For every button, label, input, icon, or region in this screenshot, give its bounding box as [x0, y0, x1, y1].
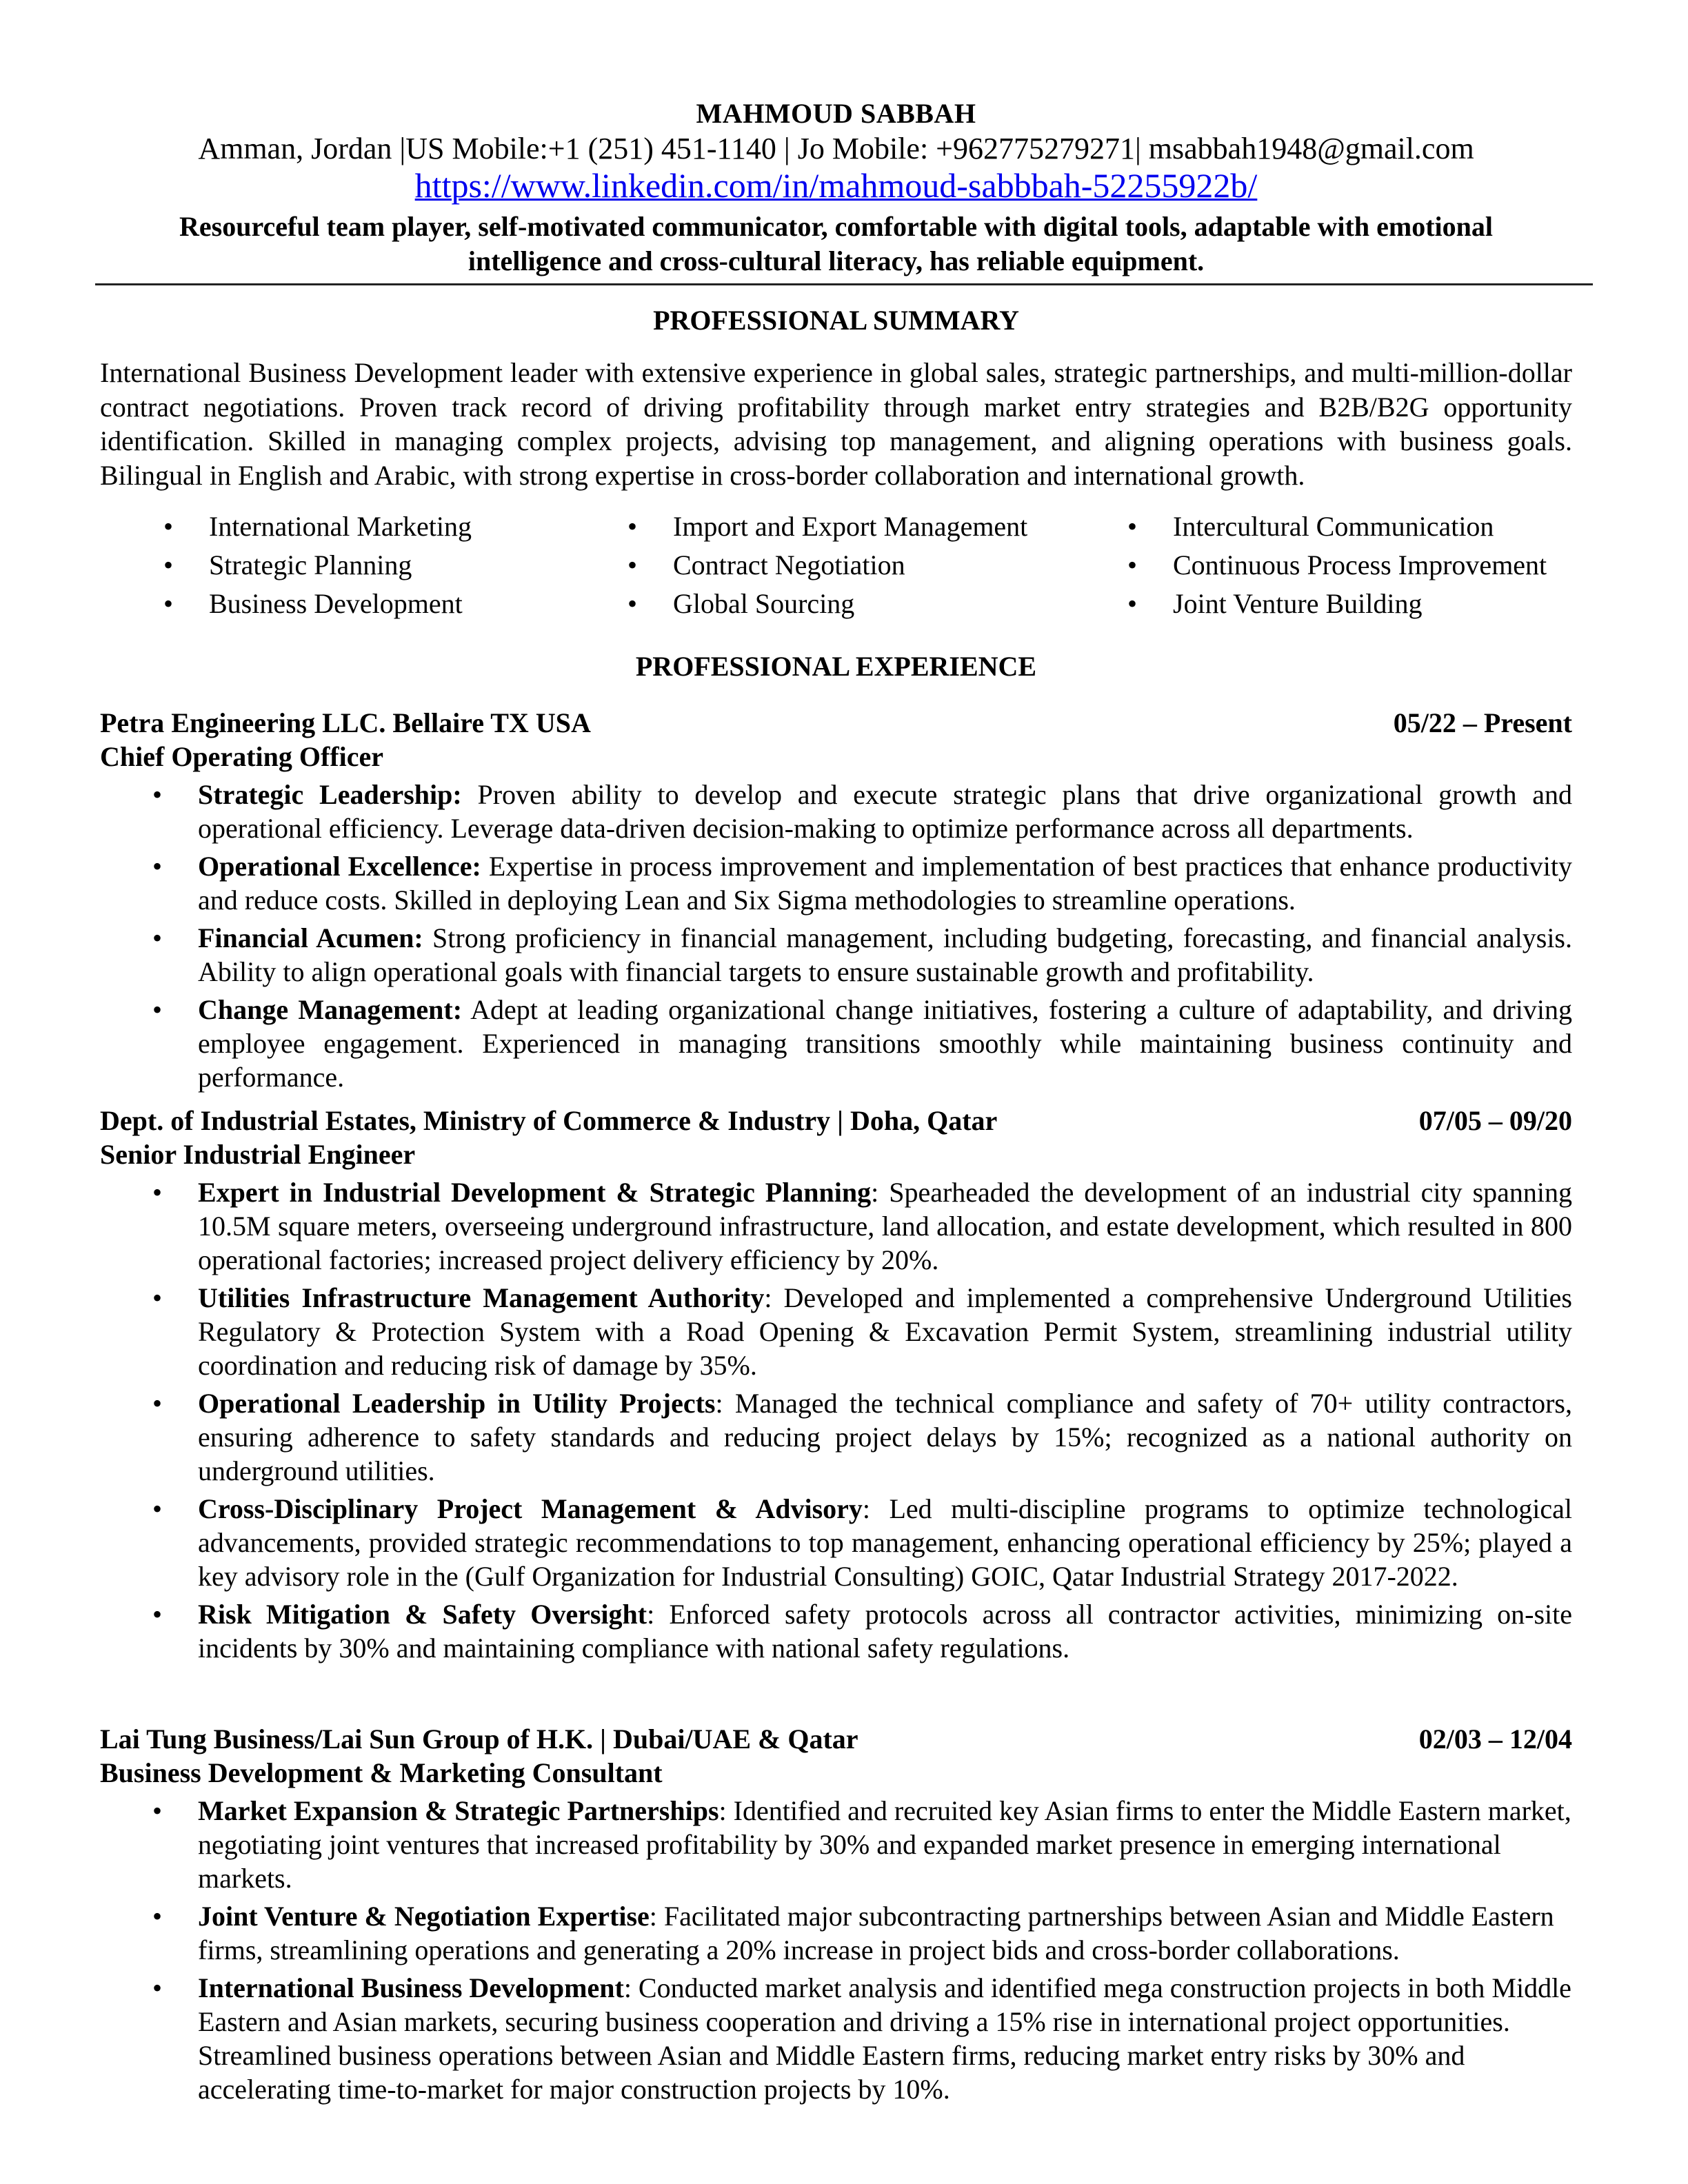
skills-column-3: [1127, 507, 1547, 623]
skill-item: • Strategic Planning: [163, 546, 472, 585]
contact-line: Amman, Jordan |US Mobile:+1 (251) 451-1140 | Jo Mobile: +962775279271| msabbah1948@gmail.com: [198, 132, 1474, 165]
job-bullet: • Change Management: Adept at leading organizational change initiatives, fostering a culture of adaptability, and driving employee engagement. Experienced in managing transitions smoothly while maintaining business continuity and performance.: [152, 994, 1572, 1093]
bullet-icon: •: [152, 1177, 163, 1208]
bullet-icon: •: [627, 588, 638, 619]
header-divider: [95, 283, 1593, 285]
bullet-icon: •: [152, 1388, 163, 1419]
tagline-line-2: intelligence and cross-cultural literacy, has reliable equipment.: [468, 245, 1205, 276]
bullet-icon: •: [163, 588, 174, 619]
bullet-icon: •: [152, 1493, 163, 1524]
bullet-icon: •: [1127, 588, 1138, 619]
job-role: Chief Operating Officer: [100, 741, 383, 772]
tagline-line-1: Resourceful team player, self-motivated communicator, comfortable with digital tools, adaptable with emotional: [179, 211, 1493, 242]
job-company: Dept. of Industrial Estates, Ministry of Commerce & Industry | Doha, Qatar: [100, 1105, 998, 1136]
job-bullet: • International Business Development: Conducted market analysis and identified mega construction projects in both Middle Eastern and Asian markets, securing business cooperation and driving a 15% rise in international project opportunities. Streamlined business operations between Asian and Middle Eastern firms, reducing market entry risks by 30% and accelerating time-to-market for major construction projects by 10%.: [152, 1972, 1571, 2105]
skill-item: • Global Sourcing: [627, 585, 1027, 623]
job-entry-petra: [100, 706, 1572, 1094]
linkedin-row: [100, 165, 1572, 205]
bullet-icon: •: [627, 511, 638, 542]
tagline: [100, 210, 1572, 279]
job-header: [100, 1104, 1572, 1138]
skill-item: • Import and Export Management: [627, 507, 1027, 546]
bullet-icon: •: [152, 1972, 163, 2003]
job-role: Business Development & Marketing Consultant: [100, 1757, 663, 1788]
bullet-icon: •: [152, 1599, 163, 1630]
bullet-icon: •: [152, 1795, 163, 1826]
skill-item: • Joint Venture Building: [1127, 585, 1547, 623]
summary-paragraph: International Business Development leader with extensive experience in global sales, strategic partnerships, and multi-million-dollar contract negotiations. Proven track record of driving profitability through market entry strategies and B2B/B2G opportunity identification. Skilled in managing complex projects, advising top management, and aligning operations with business goals. Bilingual in English and Arabic, with strong expertise in cross-border collaboration and international growth.: [100, 357, 1572, 491]
job-bullet: • Operational Leadership in Utility Projects: Managed the technical compliance and safety of 70+ utility contractors, ensuring adherence to safety standards and reducing project delays by 15%; recognized as a national authority on underground utilities.: [152, 1388, 1572, 1486]
bullet-icon: •: [152, 994, 163, 1025]
job-role: Senior Industrial Engineer: [100, 1139, 416, 1170]
job-company: Petra Engineering LLC. Bellaire TX USA: [100, 707, 591, 738]
summary-heading: PROFESSIONAL SUMMARY: [653, 305, 1019, 336]
job-bullets: [100, 1175, 1572, 1665]
job-bullet: • Utilities Infrastructure Management Authority: Developed and implemented a comprehensive Underground Utilities Regulatory & Protection System with a Road Opening & Excavation Permit System, streamlining industrial utility coordination and reducing risk of damage by 35%.: [152, 1282, 1572, 1381]
skills-column-2: [627, 507, 1027, 623]
job-bullet: • Operational Excellence: Expertise in process improvement and implementation of best practices that enhance productivity and reduce costs. Skilled in deploying Lean and Six Sigma methodologies to streamline operations.: [152, 851, 1573, 916]
bullet-icon: •: [627, 549, 638, 580]
job-bullet: • Joint Venture & Negotiation Expertise: Facilitated major subcontracting partnerships between Asian and Middle Eastern firms, streamlining operations and generating a 20% increase in project bids and cross-border collaborations.: [152, 1901, 1554, 1965]
job-dates: 07/05 – 09/20: [1418, 1105, 1572, 1136]
skill-item: • International Marketing: [163, 507, 472, 546]
bullet-icon: •: [163, 511, 174, 542]
job-bullet: • Cross-Disciplinary Project Management & Advisory: Led multi-discipline programs to optimize technological advancements, provided strategic recommendations to top management, enhancing operational efficiency by 25%; played a key advisory role in the (Gulf Organization for Industrial Consulting) GOIC, Qatar Industrial Strategy 2017-2022.: [152, 1493, 1572, 1592]
job-dates: 05/22 – Present: [1393, 707, 1572, 738]
job-bullets: [100, 1794, 1572, 2106]
bullet-icon: •: [1127, 549, 1138, 580]
bullet-icon: •: [163, 549, 174, 580]
experience-heading: PROFESSIONAL EXPERIENCE: [635, 651, 1037, 682]
job-bullet: • Expert in Industrial Development & Strategic Planning: Spearheaded the development of an industrial city spanning 10.5M square meters, overseeing underground infrastructure, land allocation, and estate development, which resulted in 800 operational factories; increased project delivery efficiency by 20%.: [152, 1177, 1573, 1275]
job-bullet: • Risk Mitigation & Safety Oversight: Enforced safety protocols across all contractor activities, minimizing on-site incidents by 30% and maintaining compliance with national safety regulations.: [152, 1599, 1572, 1664]
job-bullet: • Strategic Leadership: Proven ability to develop and execute strategic plans that drive organizational growth and operational efficiency. Leverage data-driven decision-making to optimize performance across all departments.: [152, 779, 1573, 844]
bullet-icon: •: [1127, 511, 1138, 542]
skill-item: • Intercultural Communication: [1127, 507, 1547, 546]
linkedin-link[interactable]: https://www.linkedin.com/in/mahmoud-sabbbah-52255922b/: [414, 166, 1258, 205]
job-entry-lai-tung: [100, 1722, 1572, 2106]
bullet-icon: •: [152, 1282, 163, 1313]
job-dates: 02/03 – 12/04: [1418, 1723, 1572, 1755]
job-header: [100, 1722, 1572, 1756]
job-entry-industrial-estates: [100, 1104, 1572, 1665]
bullet-icon: •: [152, 922, 163, 953]
job-bullets: [100, 778, 1572, 1094]
skills-column-1: [163, 507, 472, 623]
candidate-name: MAHMOUD SABBAH: [696, 98, 976, 129]
skill-item: • Continuous Process Improvement: [1127, 546, 1547, 585]
job-company: Lai Tung Business/Lai Sun Group of H.K. | Dubai/UAE & Qatar: [100, 1723, 858, 1755]
job-bullet: • Financial Acumen: Strong proficiency in financial management, including budgeting, forecasting, and financial analysis. Ability to align operational goals with financial targets to ensure sustainable growth and profitability.: [152, 922, 1572, 987]
bullet-icon: •: [152, 851, 163, 882]
job-header: [100, 706, 1572, 740]
bullet-icon: •: [152, 1901, 163, 1932]
job-bullet: • Market Expansion & Strategic Partnerships: Identified and recruited key Asian firms to enter the Middle Eastern market, negotiating joint ventures that increased profitability by 30% and expanded market presence in emerging international markets.: [152, 1795, 1571, 1894]
bullet-icon: •: [152, 779, 163, 810]
skill-item: • Business Development: [163, 585, 472, 623]
skill-item: • Contract Negotiation: [627, 546, 1027, 585]
